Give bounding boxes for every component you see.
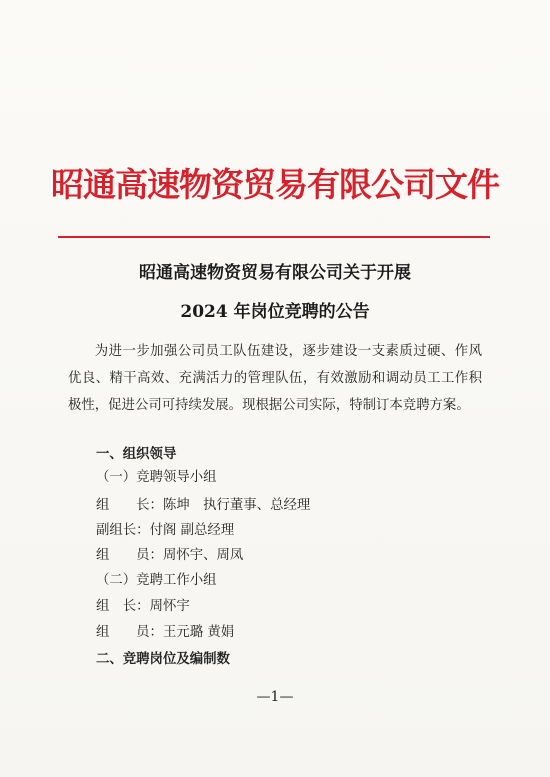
- role-label: 组 长：: [96, 599, 150, 614]
- subsection-working-group: （二）竞聘工作小组: [96, 573, 217, 588]
- working-group-members-row: [96, 623, 234, 643]
- leading-group-deputy-row: [96, 521, 234, 541]
- person-name: 陈坤 执行董事、总经理: [162, 498, 311, 513]
- page-number: —1—: [256, 689, 294, 705]
- working-group-leader-row: [96, 597, 190, 617]
- intro-paragraph: 为进一步加强公司员工队伍建设，逐步建设一支素质过硬、作风优良、精干高效、充满活力的管理队伍，有效激励和调动员工工作积极性，促进公司可持续发展。现根据公司实际，特制订本竞聘方案。: [68, 344, 482, 413]
- header-red-rule: [58, 236, 490, 238]
- leading-group-leader-row: [96, 496, 310, 516]
- subsection-leading-group: （一）竞聘领导小组: [96, 470, 217, 485]
- leading-group-members-row: [96, 546, 243, 566]
- role-label: 副组长：: [96, 523, 150, 538]
- person-name: 付阁 副总经理: [149, 523, 235, 538]
- role-label: 组 长：: [96, 498, 163, 513]
- document-header-title: 昭通高速物资贸易有限公司文件: [51, 165, 499, 204]
- role-label: 组 员：: [96, 548, 163, 563]
- section-heading-positions: 二、竞聘岗位及编制数: [96, 651, 230, 667]
- person-name: 周怀宇、周凤: [162, 548, 244, 563]
- role-label: 组 员：: [96, 625, 163, 640]
- person-name: 王元璐 黄娟: [162, 625, 235, 640]
- notice-title-line-2: 2024 年岗位竞聘的公告: [180, 302, 370, 322]
- section-heading-organization: 一、组织领导: [96, 446, 177, 462]
- notice-title-line-1: 昭通高速物资贸易有限公司关于开展: [139, 263, 411, 283]
- person-name: 周怀宇: [149, 599, 190, 614]
